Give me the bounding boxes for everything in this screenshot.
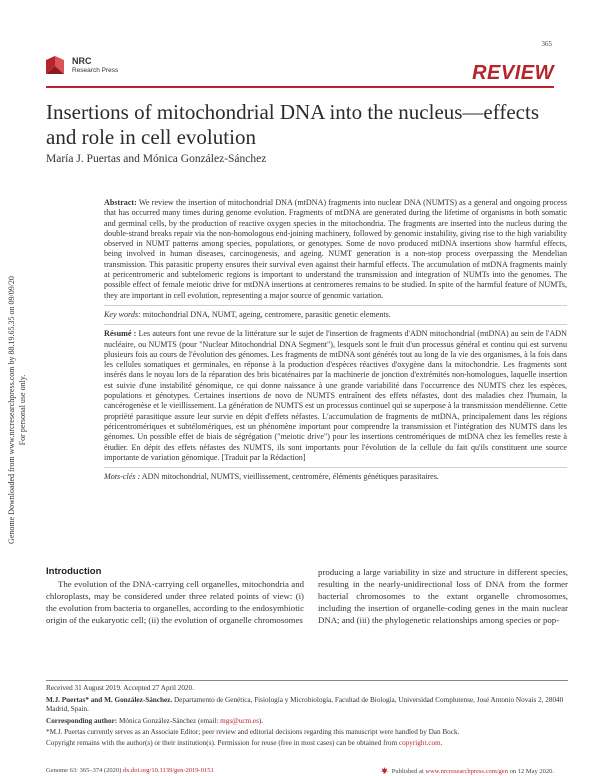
download-side-note <box>6 200 38 620</box>
copyright-end: . <box>440 739 443 748</box>
side-note-line2: For personal use only. <box>18 374 27 446</box>
corresponding-author <box>46 717 568 726</box>
footnotes <box>46 684 568 748</box>
mots-cles-text: ADN mitochondrial, NUMTS, vieillissement, centromère, éléments génétiques parasitaires. <box>141 472 439 482</box>
copyright-link[interactable]: copyright.com <box>398 739 441 748</box>
divider <box>104 305 567 306</box>
copyright-note <box>46 739 568 748</box>
intro-column-2: producing a large variability in size and structure in different species, resulting in the nearly-unidirectional loss of DNA from the former bacterial chromosomes to the extant organelle chromosomes, including the insertion of organelle-coding genes in the main nuclear DNA; and (iii) the phylogenetic relationships among species or pop- <box>318 567 568 625</box>
resume-label: Résumé : <box>104 329 137 339</box>
section-label: REVIEW <box>472 62 554 84</box>
intro-column-1: The evolution of the DNA-carrying cell organelles, mitochondria and chloroplasts, may be considered under three related points of view: (i) the evolution from bacteria to organelles, according to the endosymbiotic origin of the eukaryotic cell; (ii) the evolution of organelle chromosomes <box>46 579 304 625</box>
doi-link[interactable]: dx.doi.org/10.1139/gen-2019-0151 <box>122 767 214 774</box>
published-prefix: Published at <box>391 768 424 775</box>
publisher-logo[interactable] <box>44 54 134 80</box>
affiliation-text: Departamento de Genética, Fisiología y Microbiología, Facultad de Biología, Universidad Complutense, José Antonio Novais 2, 28040 Madrid, Spain. <box>46 696 564 714</box>
corresponding-text: Mónica González-Sánchez (email: <box>118 716 219 725</box>
resume-text: Les auteurs font une revue de la littérature sur le sujet de l'insertion de fragments d'ADN mitochondrial (mtDNA) au sein de l'ADN nucléaire, ou NUMTS (pour "Nuclear Mitochondrial DNA Segment"), lesquels sont le fruit d'un processus général et continu qui est survenu plusieurs fois au cours de l'évolution des génomes. Les fragments de mtDNA sont générés tout au long de la vie des organismes, à la fois dans les cellules somatiques et germinales, en réponse à la production d'espèces réactives d'oxygène dans la mitochondrie. Les fragments sont insérés dans le noyau lors de la réparation des bris bicaténaires par la machinerie de jonction d'extrémités non-homologues, laquelle insertion est suivie d'une instabilité génomique, ce qui donne naissance à une grande variabilité dans l'occurrence des NUMTS chez les espèces, populations et génotypes. Certaines insertions de novo de NUMTS entraînent des effets néfastes, dont des maladies chez l'humain, la cancérogenèse et le vieillissement. La génération de NUMTS est un processus continuel qui se superpose à la transmission mendélienne. Cette propriété parasitique assure leur survie en dépit d'effets néfastes. L'accumulation de fragments de mtDNA, principalement dans les régions péricentromériques et subtélomériques, est un phénomène important pour comprendre la transmission et l'intégration des NUMTS dans les génomes. Un possible effet de biais de ségrégation ("meiotic drive") pour les insertions centromériques de mtDNA chez les femelles reste à étudier. En dépit des effets néfastes des NUMTS, ils sont importants pour l'évolution de la cellule du fait qu'ils constituent une source importante de variation génomique. [Traduit par la Rédaction] <box>104 329 567 462</box>
journal-citation: Genome 63: 365–374 (2020) <box>46 767 122 774</box>
maple-leaf-icon <box>381 767 388 774</box>
corresponding-email-link[interactable]: mgs@ucm.es <box>220 716 259 725</box>
mots-cles-label: Mots-clés : <box>104 472 141 482</box>
affiliation-names: M.J. Puertas* and M. González-Sánchez. <box>46 696 173 705</box>
published-suffix: on 12 May 2020. <box>509 768 554 775</box>
keywords <box>104 310 567 320</box>
corresponding-label: Corresponding author: <box>46 716 118 725</box>
abstract-text: We review the insertion of mitochondrial DNA (mtDNA) fragments into nuclear DNA (NUMTS) as a general and ongoing process that has occurred many times during genome evolution. Fragments of mtDNA are generated during the lifetime of organisms in both somatic and germinal cells, by the production of reactive oxygen species in the mitochondria. The fragments are inserted into the nucleus during the double-strand breaks repair via the non-homologous end-joining machinery, followed by genomic instability, giving rise to the high variability observed in NUMT patterns among species, populations, or genotypes. Some de novo produced mtDNA insertions show harmful effects, being involved in human diseases, carcinogenesis, and ageing. NUMT generation is a non-stop process overpassing the Mendelian transmission. This parasitic property ensures their survival even against their harmful effects. The accumulation of mtDNA fragments mainly at pericentromeric and subtelomeric regions is important to understand the transmission and integration of NUMTs into the genomes. The possible effect of female meiotic drive for mtDNA insertions at centromeres remains to be studied. In spite of the harmful feature of NUMTs, they are important in cell evolution, representing a major source of genomic variation. <box>104 198 567 300</box>
abstract-paragraph <box>104 198 567 301</box>
article-authors: María J. Puertas and Mónica González-Sánchez <box>46 153 267 165</box>
journal-url-link[interactable]: www.nrcresearchpress.com/gen <box>425 768 508 775</box>
divider <box>104 324 567 325</box>
citation-line <box>46 767 214 774</box>
footnote-rule <box>46 680 568 681</box>
abstract-section <box>104 198 567 486</box>
keywords-label: Key words: <box>104 309 141 319</box>
keywords-text: mitochondrial DNA, NUMT, ageing, centromere, parasitic genetic elements. <box>142 309 391 319</box>
published-line <box>381 767 554 775</box>
editor-note: *M.J. Puertas currently serves as an Associate Editor; peer review and editorial decisions regarding this manuscript were handled by Dan Bock. <box>46 727 460 736</box>
corresponding-end: ). <box>258 716 264 725</box>
resume-paragraph <box>104 329 567 463</box>
side-note-line1: Genome Downloaded from www.nrcresearchpress.com by 88.19.65.35 on 09/09/20 <box>7 276 16 544</box>
copyright-text: Copyright remains with the author(s) or their institution(s). Permission for reuse (free in most cases) can be obtained from <box>46 739 398 748</box>
nrc-logo-icon <box>44 54 66 76</box>
page-number: 365 <box>541 40 552 48</box>
mots-cles <box>104 472 567 482</box>
article-title: Insertions of mitochondrial DNA into the nucleus—effects and role in cell evolution <box>46 100 540 149</box>
divider <box>104 467 567 468</box>
publisher-name: NRC <box>72 56 92 66</box>
affiliation <box>46 696 568 714</box>
publisher-subname: Research Press <box>72 67 119 74</box>
header-rule <box>46 86 554 88</box>
intro-heading: Introduction <box>46 566 102 577</box>
abstract-label: Abstract: <box>104 198 137 207</box>
received-dates: Received 31 August 2019. Accepted 27 April 2020. <box>46 684 194 692</box>
